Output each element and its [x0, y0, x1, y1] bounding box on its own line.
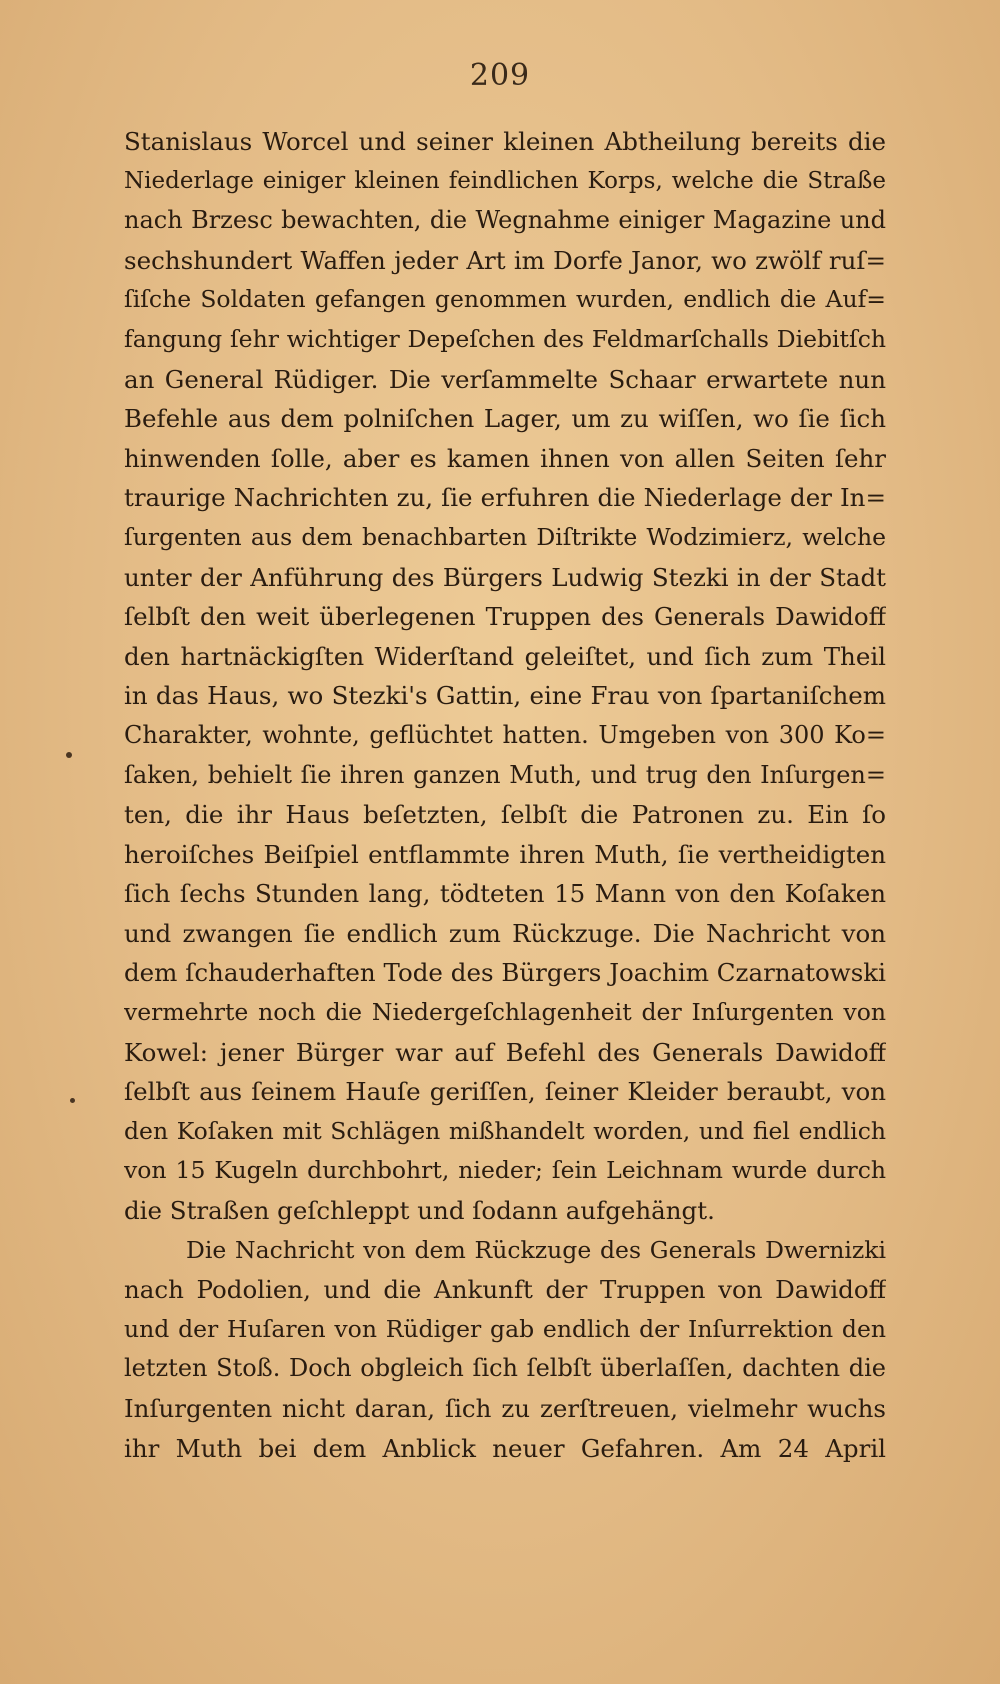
text-line: Inſurgenten nicht daran, ſich zu zerſtreuen, vielmehr wuchs	[124, 1394, 886, 1423]
text-line: Charakter, wohnte, geflüchtet hatten. Umgeben von 300 Ko=	[124, 720, 886, 749]
text-line: ſaken, behielt ſie ihren ganzen Muth, und trug den Inſurgen=	[124, 760, 886, 789]
text-line: Die Nachricht von dem Rückzuge des Generals Dwernizki	[186, 1235, 886, 1264]
text-line: von 15 Kugeln durchbohrt, nieder; ſein Leichnam wurde durch	[124, 1156, 886, 1185]
text-line: ten, die ihr Haus beſetzten, ſelbſt die Patronen zu. Ein ſo	[124, 800, 886, 830]
text-line: ſich ſechs Stunden lang, tödteten 15 Mann von den Koſaken	[124, 879, 886, 909]
body-text	[124, 122, 886, 1468]
text-line: die Straßen geſchleppt und ſodann aufgehängt.	[124, 1196, 715, 1226]
text-line: ihr Muth bei dem Anblick neuer Gefahren. Am 24 April	[124, 1433, 886, 1463]
paper-speck	[66, 752, 72, 758]
text-line: Stanislaus Worcel und seiner kleinen Abtheilung bereits die	[124, 127, 886, 156]
text-line: dem ſchauderhaften Tode des Bürgers Joachim Czarnatowski	[124, 958, 886, 988]
text-line: an General Rüdiger. Die verſammelte Schaar erwartete nun	[124, 364, 886, 394]
text-line: traurige Nachrichten zu, ſie erfuhren die Niederlage der In=	[124, 483, 886, 513]
text-line: unter der Anführung des Bürgers Ludwig Stezki in der Stadt	[124, 562, 886, 592]
text-line: und zwangen ſie endlich zum Rückzuge. Die Nachricht von	[124, 918, 886, 948]
text-line: Niederlage einiger kleinen feindlichen Korps, welche die Straße	[124, 167, 886, 194]
text-line: hinwenden ſolle, aber es kamen ihnen von allen Seiten ſehr	[124, 443, 886, 473]
paragraph-2	[124, 1231, 886, 1469]
text-line: fangung ſehr wichtiger Depeſchen des Feldmarſchalls Diebitſch	[124, 324, 886, 353]
text-line: den hartnäckigſten Widerſtand geleiſtet, und ſich zum Theil	[124, 641, 886, 671]
text-line: ſurgenten aus dem benachbarten Diſtrikte Wodzimierz, welche	[124, 522, 886, 551]
text-line: nach Podolien, und die Ankunft der Truppen von Dawidoff	[124, 1275, 886, 1305]
text-line: nach Brzesc bewachten, die Wegnahme einiger Magazine und	[124, 206, 886, 235]
paragraph-1	[124, 122, 886, 1231]
text-line: und der Huſaren von Rüdiger gab endlich der Inſurrektion den	[124, 1314, 886, 1343]
text-line: ſelbſt den weit überlegenen Truppen des Generals Dawidoff	[124, 602, 886, 632]
text-line: Kowel: jener Bürger war auf Befehl des Generals Dawidoff	[124, 1037, 886, 1067]
text-line: Befehle aus dem polniſchen Lager, um zu wiſſen, wo ſie ſich	[124, 404, 886, 434]
text-line: ſelbſt aus ſeinem Hauſe geriſſen, ſeiner Kleider beraubt, von	[124, 1077, 886, 1107]
text-line: den Koſaken mit Schlägen mißhandelt worden, und fiel endlich	[124, 1116, 886, 1145]
text-line: letzten Stoß. Doch obgleich ſich ſelbſt überlaſſen, dachten die	[124, 1354, 886, 1383]
text-line: vermehrte noch die Niedergeſchlagenheit der Inſurgenten von	[124, 998, 886, 1027]
text-line: heroiſches Beiſpiel entflammte ihren Muth, ſie vertheidigten	[124, 839, 886, 869]
text-line: in das Haus, wo Stezki's Gattin, eine Frau von ſpartaniſchem	[124, 681, 886, 711]
paper-speck	[70, 1098, 75, 1103]
text-line: ſiſche Soldaten gefangen genommen wurden, endlich die Auf=	[124, 285, 886, 314]
text-line: sechshundert Waffen jeder Art im Dorfe Janor, wo zwölf ruſ=	[124, 245, 886, 275]
page-number: 209	[469, 58, 531, 93]
